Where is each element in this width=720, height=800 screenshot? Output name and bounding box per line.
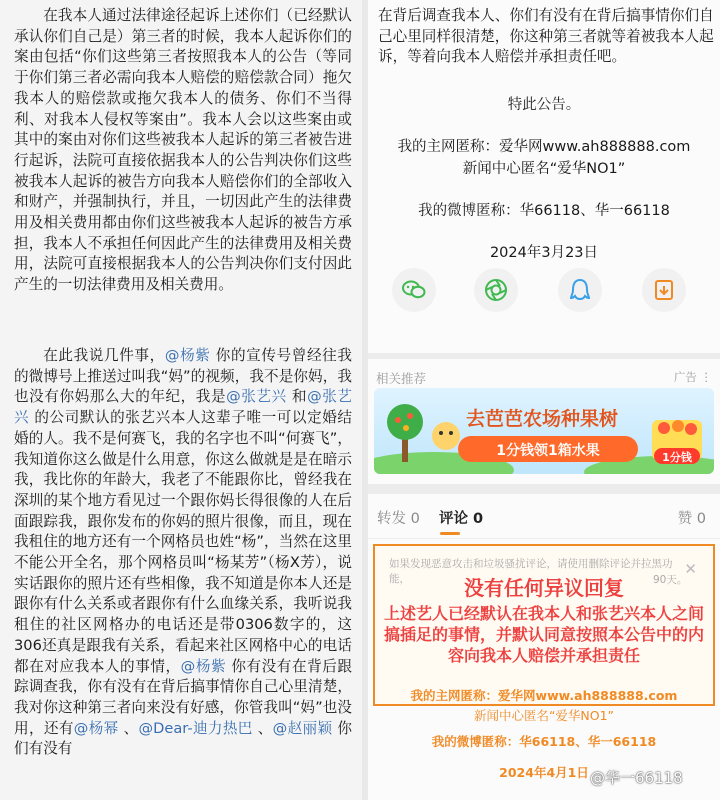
- tab-comment[interactable]: 评论 0: [439, 511, 484, 527]
- share-wechat-button[interactable]: [392, 268, 436, 312]
- save-icon: [651, 277, 677, 303]
- paragraph-2-text-f: 、: [118, 719, 139, 737]
- weibo-watermark: [590, 767, 683, 788]
- paragraph-2-text-g: 、: [252, 719, 273, 737]
- ad-tag-label: 广告: [673, 370, 697, 384]
- overlay-site-line: 我的主网匿称：爱华网www.ah888888.com: [410, 688, 678, 703]
- paragraph-2-text-a: 在此我说几件事，: [43, 347, 165, 364]
- paragraph-2-text-b: 你的宣传号曾经往我的微博号上推送过叫我“妈”的视频，我不是你妈，我也没有你妈那么大的年纪，我是: [14, 347, 352, 406]
- comment-notice-tail: 90天。: [653, 574, 688, 586]
- ad-tag: [674, 369, 712, 385]
- comment-notice-text: 如果发现恶意攻击和垃圾骚扰评论，请使用删除评论并拉黑功能，: [389, 558, 673, 585]
- section-gap: [368, 353, 720, 359]
- article-paragraph-1: [14, 6, 352, 296]
- ad-badge: 1分钱: [662, 451, 692, 464]
- special-announcement: 特此公告。: [507, 97, 581, 113]
- overlay-statement: 上述艺人已经默认在我本人和张艺兴本人之间搞插足的事情，并默认同意按照本公告中的内容向我本人赔偿并承担责任: [383, 604, 704, 665]
- overlay-news-line: 新闻中心匿名“爱华NO1”: [473, 708, 615, 723]
- share-save-button[interactable]: [642, 268, 686, 312]
- overlay-date: 2024年4月1日: [499, 765, 589, 780]
- comment-notice-box: [373, 544, 715, 706]
- mention-link[interactable]: @杨紫: [164, 347, 211, 364]
- menu-dots-icon: ⋮: [700, 370, 712, 384]
- post-top-text: 在背后调查我本人、你们有没有在背后搞事情你们自己心里同样很清楚，你这种第三者就等着被我本人起诉，等着向我本人赔偿并承担责任吧。: [378, 7, 714, 65]
- share-moments-button[interactable]: [474, 268, 518, 312]
- section-gap-2: [368, 484, 720, 494]
- right-post-panel: [368, 0, 720, 800]
- ad-main-text: 去芭芭农场种果树: [466, 408, 619, 430]
- ad-sub-text: 1分钱领1箱水果: [496, 443, 600, 459]
- paragraph-2-text-c: 和: [286, 388, 308, 406]
- tab-repost[interactable]: 转发 0: [377, 511, 420, 527]
- close-icon[interactable]: ✕: [684, 560, 697, 578]
- related-recommend-title: 相关推荐: [376, 371, 427, 386]
- article-paragraph-2: [14, 346, 352, 760]
- ad-banner[interactable]: [374, 388, 714, 474]
- mention-link[interactable]: @张艺兴: [226, 388, 287, 406]
- qq-icon: [567, 277, 593, 303]
- tab-like[interactable]: 赞 0: [677, 511, 706, 527]
- mention-link[interactable]: @Dear-迪力热巴: [138, 719, 253, 737]
- news-center-line: 新闻中心匿名“爱华NO1”: [462, 161, 626, 177]
- paragraph-1-text: 在我本人通过法律途径起诉上述你们（已经默认承认你们自己是）第三者的时候，我本人起诉你们的案由包括“你们这些第三者按照我本人的公告（等同于你们第三者必需向我本人赔偿的赔偿款合同）拖欠我本人的赔偿款或拖欠我本人的债务、你们不当得利、对我本人侵权等案由”。我本人会以这些案由或其中的案由对你们这些被我本人起诉的第三者被告进行起诉，法院可直接依据我本人的公告判决你们这些被我本人起诉的被告方向我本人赔偿你们的全部收入和财产，并强制执行，并且，一切因此产生的法律费用及相关费用都由你们这些被我本人起诉的被告方承担，我本人不承担任何因此产生的法律费用及相关费用，法院可直接根据我本人的公告判决你们支付因此产生的一切法律费用及相关费用。: [14, 7, 352, 294]
- weibo-name-line: 我的微博匿称：华66118、华一66118: [418, 203, 670, 219]
- moments-icon: [483, 277, 509, 303]
- paragraph-2-text-h: 你们有没有: [14, 719, 353, 758]
- no-objection-title: 没有任何异议回复: [464, 576, 624, 600]
- share-qq-button[interactable]: [558, 268, 602, 312]
- mention-link[interactable]: @张艺兴: [14, 388, 352, 427]
- main-site-line: 我的主网匿称：爱华网www.ah888888.com: [397, 139, 691, 155]
- wechat-icon: [401, 277, 427, 303]
- paragraph-2-text-e: 你有没有在背后跟踪调查我，你有没有在背后搞事情你自己心里清楚，我对你这种第三者向来没有好感，你管我叫“妈”也没用，还有: [14, 657, 352, 737]
- mention-link[interactable]: @赵丽颖: [272, 719, 333, 737]
- interaction-tabs: [368, 494, 720, 539]
- post-date: 2024年3月23日: [489, 245, 599, 261]
- paragraph-2-text-d: 的公司默认的张艺兴本人这辈子唯一可以定婚结婚的人。我不是何赛飞，我的名字也不叫“何赛飞”，我知道你这么做是什么用意，你这么做就是是在暗示我，我比你的年龄大，我老了不能跟你比，曾经我在深圳的某个地方看见过一个跟你妈长得很像的人在后面跟踪我，跟你发布的你妈的照片很像，而且，现在我租住的地方还有一个网格员也姓“杨”，当然在这里不能公开全名，那个网格员叫“杨某芳”（杨X芳），说实话跟你的照片还有些相像，我不知道是你本人还是跟你有什么关系或者跟你有什么血缘关系，我听说我租住的社区网格办的电话还是带0306数字的，这306还真是跟我有关系，看起来社区网格中心的电话都在对应我本人的事情，: [14, 409, 352, 675]
- overlay-weibo-line: 我的微博匿称：华66118、华一66118: [431, 734, 657, 749]
- watermark-text: @华一66118: [590, 769, 683, 787]
- mention-link[interactable]: @杨幂: [73, 719, 119, 737]
- active-tab-indicator: [440, 532, 460, 535]
- mention-link[interactable]: @杨紫: [180, 657, 227, 675]
